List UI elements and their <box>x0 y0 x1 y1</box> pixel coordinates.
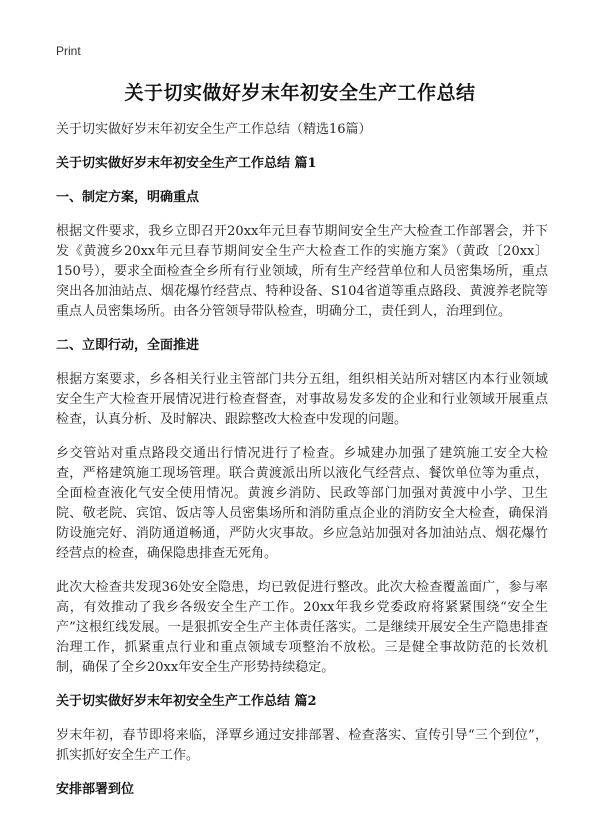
article-2-section-1-heading: 安排部署到位 <box>56 782 135 797</box>
article-1-heading: 关于切实做好岁末年初安全生产工作总结 篇1 <box>56 156 317 171</box>
article-1-paragraph-3: 乡交管站对重点路段交通出行情况进行了检查。乡城建办加强了建筑施工安全大检查，严格建筑施工现场管理。联合黄渡派出所以液化气经营点、餐饮单位等为重点，全面检查液化气安全使用情况。黄渡乡消防、民政等部门加强对黄渡中小学、卫生院、敬老院、宾馆、饭店等人员密集场所和消防重点企业的消防安全大检查，确保消防设施完好、消防通道畅通，严防火灾事故。乡应急站加强对各加油站点、烟花爆竹经营点的检查，确保隐患排查无死角。 <box>56 446 548 561</box>
article-2-paragraph-1: 岁末年初，春节即将来临，泽覃乡通过安排部署、检查落实、宣传引导“三个到位”，抓实抓好安全生产工作。 <box>56 728 548 763</box>
document-body <box>56 120 548 814</box>
article-1-section-1-heading: 一、制定方案，明确重点 <box>56 190 200 205</box>
article-1-paragraph-2: 根据方案要求，乡各相关行业主管部门共分五组，组织相关站所对辖区内本行业领域安全生产大检查开展情况进行检查督查，对事故易发多发的企业和行业领域开展重点检查，认真分析、及时解决、跟踪整改大检查中发现的问题。 <box>56 372 548 427</box>
document-subtitle: 关于切实做好岁末年初安全生产工作总结（精选16篇） <box>56 122 372 137</box>
article-1-paragraph-1: 根据文件要求，我乡立即召开20xx年元旦春节期间安全生产大检查工作部署会，并下发《黄渡乡20xx年元旦春节期间安全生产大检查工作的实施方案》（黄政〔20xx〕150号），要求全面检查全乡所有行业领域，所有生产经营单位和人员密集场所，重点突出各加油站点、烟花爆竹经营点、特种设备、S104省道等重点路段、黄渡养老院等重点人员密集场所。由各分管领导带队检查，明确分工，责任到人，治理到位。 <box>56 224 548 319</box>
article-2-heading: 关于切实做好岁末年初安全生产工作总结 篇2 <box>56 694 317 709</box>
document-title: 关于切实做好岁末年初安全生产工作总结 <box>124 82 476 104</box>
article-1-paragraph-4: 此次大检查共发现36处安全隐患，均已敦促进行整改。此次大检查覆盖面广，参与率高，有效推动了我乡各级安全生产工作。20xx年我乡党委政府将紧紧围绕“安全生产”这根红线发展。一是狠抓安全生产主体责任落实。二是继续开展安全生产隐患排查治理工作，抓紧重点行业和重点领域专项整治不放松。三是健全事故防范的长效机制，确保了全乡20xx年安全生产形势持续稳定。 <box>56 580 548 675</box>
article-1-section-2-heading: 二、立即行动，全面推进 <box>56 338 200 353</box>
print-link[interactable]: Print <box>56 44 81 58</box>
